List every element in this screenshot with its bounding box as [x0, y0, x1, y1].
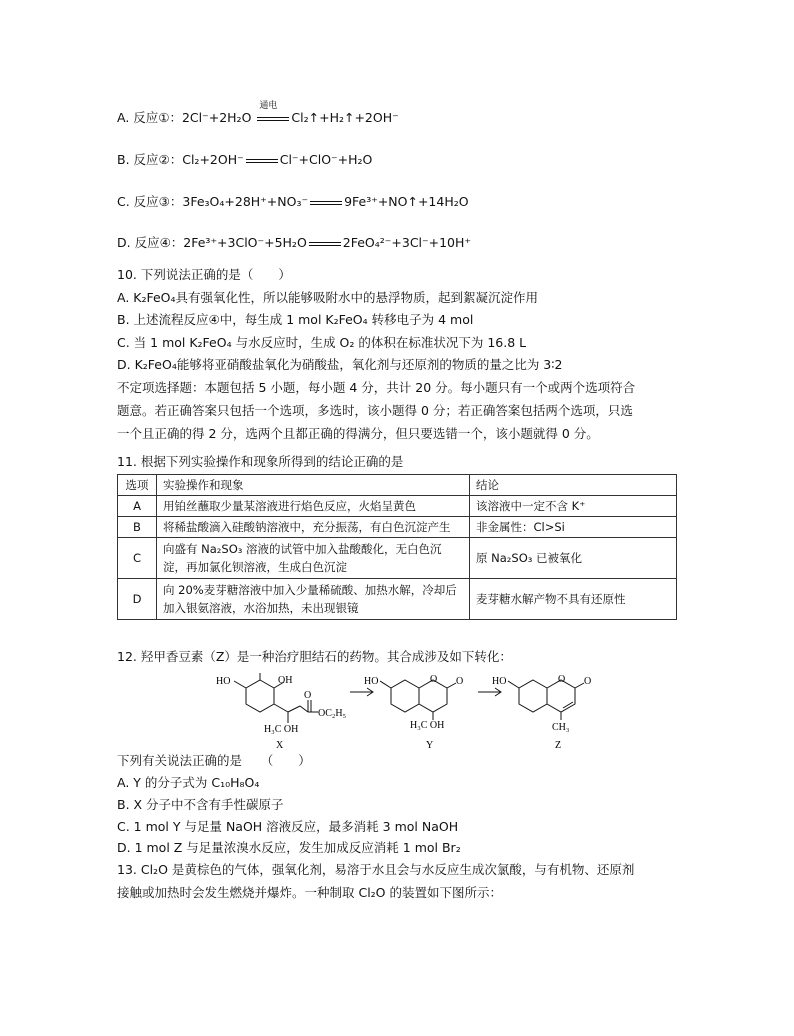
table-row: B 将稀盐酸滴入硅酸钠溶液中，充分振荡，有白色沉淀产生 非金属性：Cl>Si	[118, 517, 677, 538]
option-d: D. 反应④：2Fe³⁺+3ClO⁻+5H₂O 2FeO₄²⁻+3Cl⁻+10H⁺	[117, 235, 471, 250]
group-oc2h5: OC₂H₅	[318, 708, 347, 719]
section-instruction-1: 不定项选择题：本题包括 5 小题，每小题 4 分，共计 20 分。每小题只有一个或两个选项符合	[117, 380, 636, 395]
group-o: O	[558, 674, 566, 685]
option-b: B. 反应②：Cl₂+2OH⁻ Cl⁻+ClO⁻+H₂O	[117, 152, 373, 167]
q10-option-b: B. 上述流程反应④中，每生成 1 mol K₂FeO₄ 转移电子为 4 mol	[117, 312, 474, 327]
table-row: C 向盛有 Na₂SO₃ 溶液的试管中加入盐酸酸化，无白色沉淀，再加氯化钡溶液，生成白色沉淀 原 Na₂SO₃ 已被氧化	[118, 538, 677, 579]
experiment-table	[117, 474, 677, 620]
table-header: 选项 实验操作和现象 结论	[118, 475, 677, 496]
section-instruction-3: 一个且正确的得 2 分，选两个且都正确的得满分，但只要选错一个，该小题就得 0 分。	[117, 426, 599, 441]
group-o: O	[304, 690, 312, 701]
group-o: O	[456, 676, 464, 687]
synthesis-scheme	[200, 668, 620, 750]
q13-line-2: 接触或加热时会发生燃烧并爆炸。一种制取 Cl₂O 的装置如下图所示：	[117, 885, 502, 900]
group-h3c-oh: H₃C OH	[410, 720, 445, 731]
table-row: A 用铂丝蘸取少量某溶液进行焰色反应，火焰呈黄色 该溶液中一定不含 K⁺	[118, 496, 677, 517]
q12-option-b: B. X 分子中不含有手性碳原子	[117, 797, 284, 812]
group-ho: HO	[492, 676, 507, 687]
q10-option-a: A. K₂FeO₄具有强氧化性，所以能够吸附水中的悬浮物质，起到絮凝沉淀作用	[117, 290, 539, 305]
group-ch3: CH₃	[552, 722, 570, 733]
label-z: Z	[555, 740, 562, 750]
q12-option-a: A. Y 的分子式为 C₁₀H₈O₄	[117, 775, 260, 790]
group-ho: HO	[364, 676, 379, 687]
q10-option-d: D. K₂FeO₄能够将亚硝酸盐氧化为硝酸盐，氧化剂与还原剂的物质的量之比为 3∶2	[117, 357, 563, 372]
group-h3c-oh: H₃C OH	[264, 724, 299, 735]
q13-line-1: 13. Cl₂O 是黄棕色的气体，强氧化剂，易溶于水且会与水反应生成次氯酸，与有机物、还原剂	[117, 862, 635, 877]
group-oh: OH	[278, 675, 293, 686]
table-row: D 向 20%麦芽糖溶液中加入少量稀硫酸、加热水解，冷却后加入银氨溶液，水浴加热，未出现银镜 麦芽糖水解产物不具有还原性	[118, 579, 677, 620]
q12-stem: 12. 羟甲香豆素（Z）是一种治疗胆结石的药物。其合成涉及如下转化：	[117, 649, 512, 664]
label-x: X	[276, 740, 284, 750]
arrow-2	[478, 688, 501, 696]
condition-label: 通电	[259, 101, 278, 111]
group-o: O	[584, 676, 592, 687]
label-y: Y	[426, 740, 434, 750]
group-ho: HO	[216, 676, 231, 687]
option-a: A. 反应①：2Cl⁻+2H₂O 通电 Cl₂↑+H₂↑+2OH⁻	[117, 108, 399, 126]
arrow-1	[350, 688, 373, 696]
q12-option-c: C. 1 mol Y 与足量 NaOH 溶液反应，最多消耗 3 mol NaOH	[117, 819, 459, 834]
q12-sub-stem: 下列有关说法正确的是 （ ）	[117, 753, 311, 768]
q10-option-c: C. 当 1 mol K₂FeO₄ 与水反应时，生成 O₂ 的体积在标准状况下为 16.8 L	[117, 335, 527, 350]
option-c: C. 反应③：3Fe₃O₄+28H⁺+NO₃⁻ 9Fe³⁺+NO↑+14H₂O	[117, 194, 469, 209]
group-o: O	[430, 674, 438, 685]
q11-stem: 11. 根据下列实验操作和现象所得到的结论正确的是	[117, 454, 404, 469]
q12-option-d: D. 1 mol Z 与足量浓溴水反应，发生加成反应消耗 1 mol Br₂	[117, 840, 461, 855]
q10-stem: 10. 下列说法正确的是（ ）	[117, 267, 291, 282]
section-instruction-2: 题意。若正确答案只包括一个选项，多选时，该小题得 0 分；若正确答案包括两个选项，只选	[117, 403, 633, 418]
